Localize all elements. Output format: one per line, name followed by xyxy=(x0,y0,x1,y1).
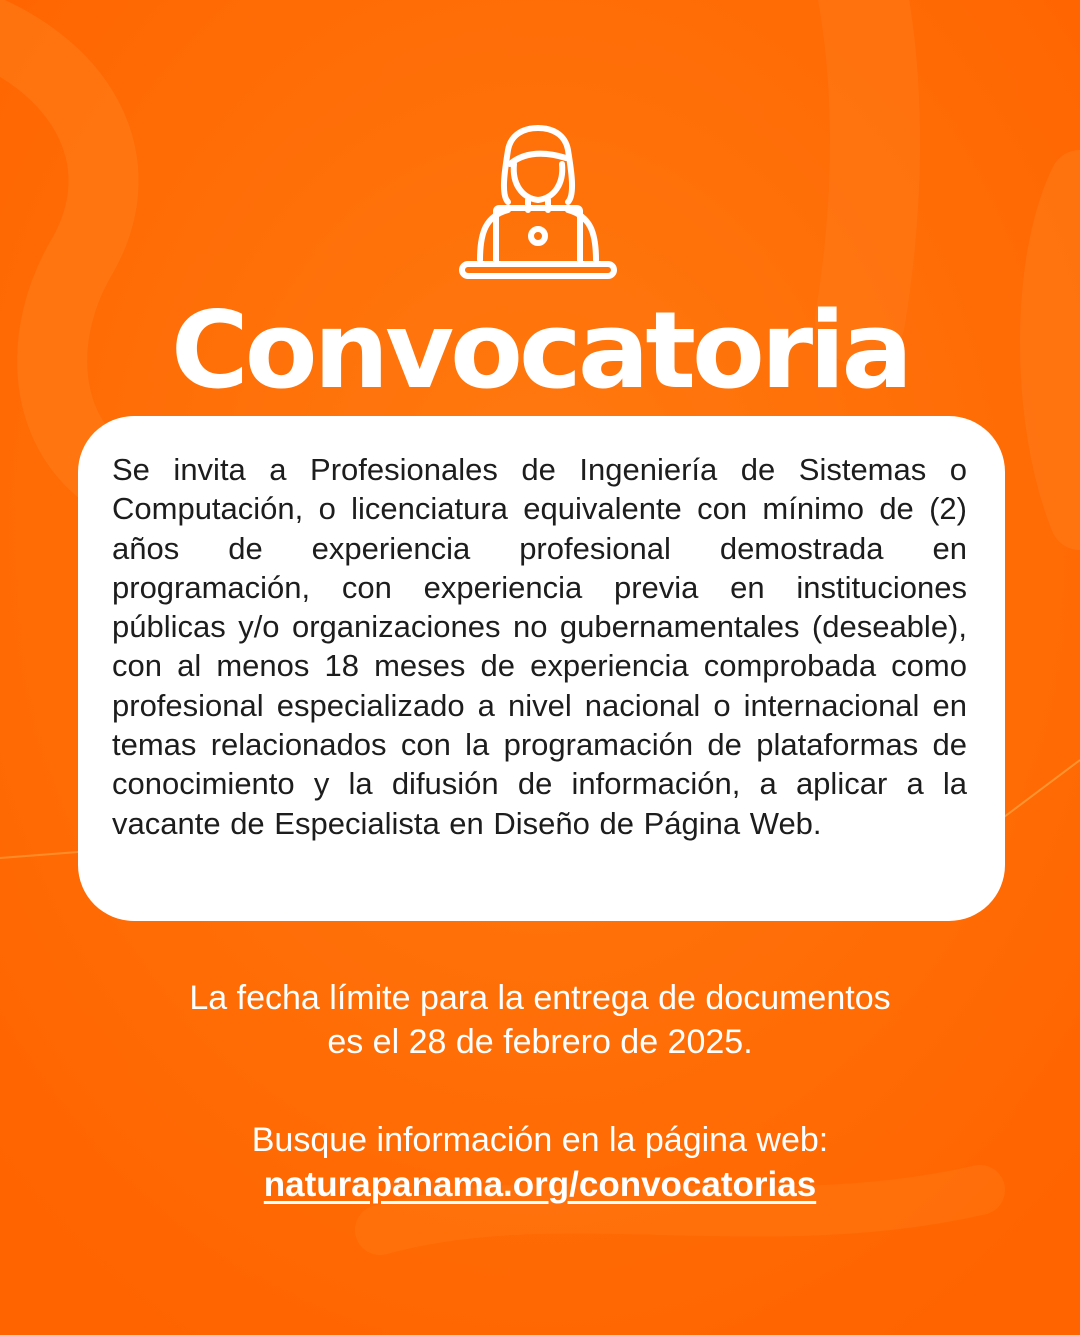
website-link[interactable]: naturapanama.org/convocatorias xyxy=(263,1165,817,1204)
info-section xyxy=(0,1118,1080,1208)
info-label: Busque información en la página web: xyxy=(251,1121,829,1159)
deadline-notice xyxy=(0,976,1080,1064)
page-title: Convocatoria xyxy=(171,289,909,412)
deadline-line-1: La fecha límite para la entrega de documentos xyxy=(189,979,891,1017)
description-card xyxy=(78,416,1005,921)
person-at-laptop-icon xyxy=(456,124,620,284)
deadline-line-2: es el 28 de febrero de 2025. xyxy=(327,1023,753,1061)
description-text: Se invita a Profesionales de Ingeniería de Sistemas o Computación, o licenciatura equivalente con mínimo de (2) años de experiencia profesional demostrada en programación, con experiencia previa en instituciones públicas y/o organizaciones no gubernamentales (deseable), con al menos 18 meses de experiencia comprobada como profesional especializado a nivel nacional o internacional en temas relacionados con la programación de plataformas de conocimiento y la difusión de información, a aplicar a la vacante de Especialista en Diseño de Página Web. xyxy=(112,452,967,841)
